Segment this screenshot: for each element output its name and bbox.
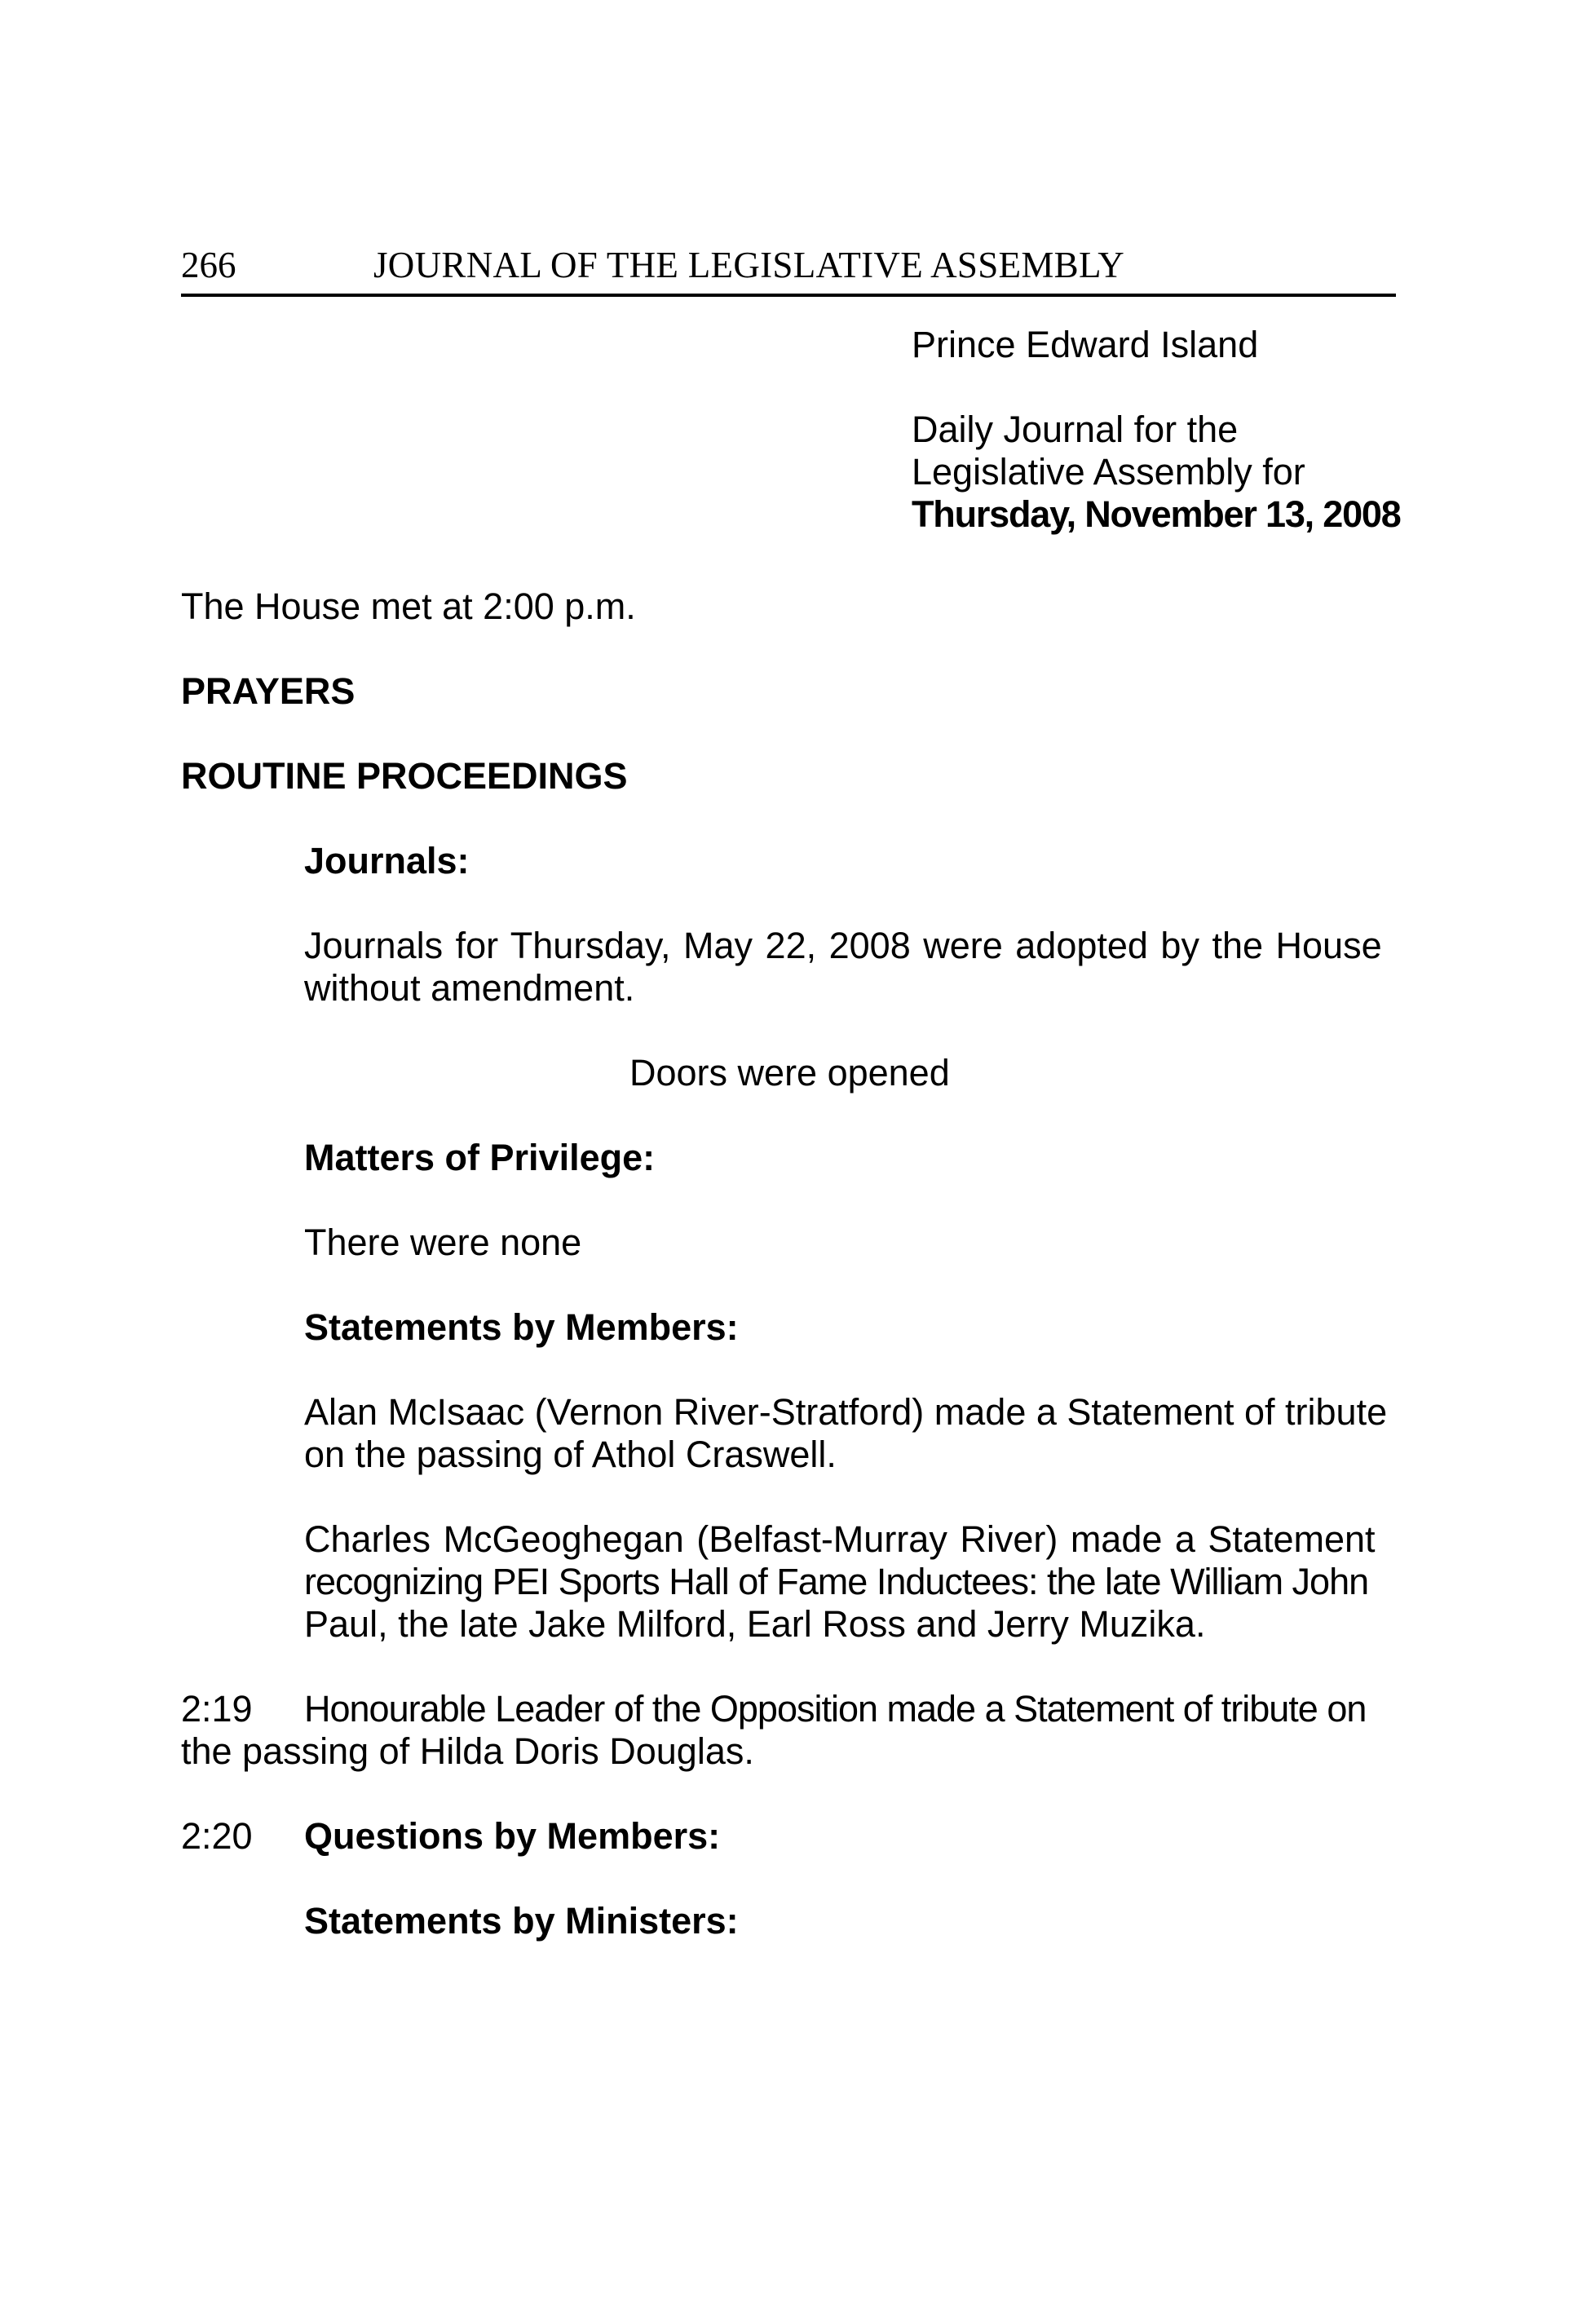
opposition-statement-line-1: Honourable Leader of the Opposition made a Statement of tribute on xyxy=(304,1688,1367,1730)
province-name: Prince Edward Island xyxy=(912,324,1259,365)
statement-2-line-3: Paul, the late Jake Milford, Earl Ross and Jerry Muzika. xyxy=(304,1603,1206,1645)
page-number: 266 xyxy=(181,245,236,285)
statement-1-line-1: Alan McIsaac (Vernon River-Stratford) made a Statement of tribute xyxy=(304,1391,1388,1433)
house-met-text: The House met at 2:00 p.m. xyxy=(181,585,636,627)
statements-members-heading: Statements by Members: xyxy=(304,1306,739,1348)
journals-line-1: Journals for Thursday, May 22, 2008 were adopted by the House xyxy=(304,925,1382,966)
statement-2-line-2: recognizing PEI Sports Hall of Fame Inductees: the late William John xyxy=(304,1561,1369,1602)
statement-1-line-2: on the passing of Athol Craswell. xyxy=(304,1434,837,1475)
page-header xyxy=(181,236,1396,297)
doors-opened-text: Doors were opened xyxy=(629,1052,950,1094)
privilege-text: There were none xyxy=(304,1222,582,1263)
questions-heading: Questions by Members: xyxy=(304,1815,721,1857)
time-2-19: 2:19 xyxy=(181,1688,253,1730)
opposition-statement-line-2: the passing of Hilda Doris Douglas. xyxy=(181,1730,754,1772)
journal-line-1: Daily Journal for the xyxy=(912,409,1239,450)
journals-heading: Journals: xyxy=(304,840,470,881)
privilege-heading: Matters of Privilege: xyxy=(304,1137,656,1178)
journal-page xyxy=(181,236,1401,2112)
statement-2-line-1: Charles McGeoghegan (Belfast-Murray River) made a Statement xyxy=(304,1518,1376,1560)
time-2-20: 2:20 xyxy=(181,1815,253,1857)
journal-line-2: Legislative Assembly for xyxy=(912,451,1305,493)
routine-proceedings-heading: ROUTINE PROCEEDINGS xyxy=(181,755,628,797)
journals-line-2: without amendment. xyxy=(304,967,635,1009)
statements-ministers-heading: Statements by Ministers: xyxy=(304,1900,739,1942)
journal-date: Thursday, November 13, 2008 xyxy=(912,493,1401,535)
journal-title: JOURNAL OF THE LEGISLATIVE ASSEMBLY xyxy=(373,245,1125,285)
prayers-heading: PRAYERS xyxy=(181,670,356,712)
